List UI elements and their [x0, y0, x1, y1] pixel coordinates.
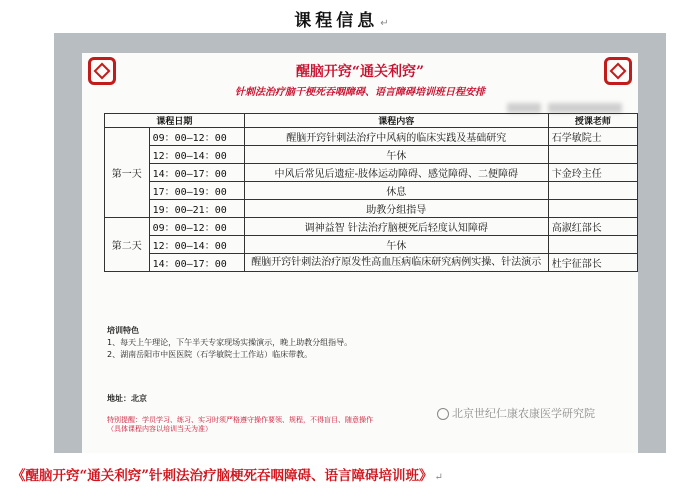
poster-paper	[82, 53, 638, 453]
teacher-cell	[548, 200, 637, 218]
special-reminder	[107, 416, 407, 434]
day-label: 第二天	[105, 218, 150, 272]
paragraph-mark: ↵	[434, 472, 443, 483]
address: 地址：北京	[107, 394, 147, 403]
content-cell: 午休	[244, 146, 548, 164]
content-cell: 醒脑开窍针刺法治疗原发性高血压病临床研究病例实操、针法演示	[244, 254, 548, 272]
header-date: 课程日期	[105, 114, 245, 128]
page-title: 课程信息 ↵	[294, 11, 393, 31]
reminder-line: （具体课程内容以培训当天为准）	[107, 425, 212, 433]
table-row	[105, 200, 638, 218]
feature-item: 2、湖南岳阳市中医医院（石学敏院士工作站）临床带教。	[107, 350, 313, 359]
table-row	[105, 128, 638, 146]
teacher-cell	[548, 236, 637, 254]
table-row	[105, 182, 638, 200]
time-cell: 09：00—12：00	[149, 218, 244, 236]
training-features	[107, 325, 352, 361]
time-cell: 09：00—12：00	[149, 128, 244, 146]
content-cell: 午休	[244, 236, 548, 254]
blurred-text	[548, 103, 622, 113]
time-cell: 12：00—14：00	[149, 236, 244, 254]
header-teacher: 授课老师	[548, 114, 637, 128]
course-caption: 《醒脑开窍“通关利窍”针刺法治疗脑梗死吞咽障碍、语言障碍培训班》 ↵	[12, 468, 443, 484]
time-cell: 14：00—17：00	[149, 254, 244, 272]
header-content: 课程内容	[244, 114, 548, 128]
teacher-cell: 石学敏院士	[548, 128, 637, 146]
teacher-cell: 杜宇征部长	[548, 254, 637, 272]
day-label: 第一天	[105, 128, 150, 218]
poster-image	[54, 33, 666, 453]
blurred-text	[507, 103, 541, 113]
time-cell: 14：00—17：00	[149, 164, 244, 182]
time-cell: 19：00—21：00	[149, 200, 244, 218]
content-cell: 醒脑开窍针刺法治疗中风病的临床实践及基础研究	[244, 128, 548, 146]
schedule-table	[104, 113, 638, 272]
teacher-cell: 卞金玲主任	[548, 164, 637, 182]
poster-subtitle: 针刺法治疗脑干梗死吞咽障碍、语言障碍培训班日程安排	[235, 87, 485, 98]
table-row	[105, 254, 638, 272]
table-row	[105, 164, 638, 182]
table-row	[105, 218, 638, 236]
table-header-row	[105, 114, 638, 128]
content-cell: 休息	[244, 182, 548, 200]
feature-item: 1、每天上午理论，下午半天专家现场实操演示，晚上助教分组指导。	[107, 338, 353, 347]
wechat-icon	[437, 408, 449, 420]
table-row	[105, 236, 638, 254]
content-cell: 调神益智 针法治疗脑梗死后轻度认知障碍	[244, 218, 548, 236]
teacher-cell	[548, 182, 637, 200]
table-row	[105, 146, 638, 164]
teacher-cell: 高淑红部长	[548, 218, 637, 236]
watermark	[437, 405, 595, 421]
teacher-cell	[548, 146, 637, 164]
time-cell: 17：00—19：00	[149, 182, 244, 200]
paragraph-mark: ↵	[380, 18, 393, 29]
content-cell: 助教分组指导	[244, 200, 548, 218]
watermark-text: 北京世纪仁康农康医学研究院	[452, 407, 595, 420]
reminder-line: 特别提醒：学员学习、练习、实习时须严格遵守操作要领、规程，不得盲目、随意操作	[107, 416, 373, 424]
poster-title: 醒脑开窍“通关利窍”	[295, 64, 425, 80]
time-cell: 12：00—14：00	[149, 146, 244, 164]
features-heading: 培训特色	[107, 326, 139, 335]
content-cell: 中风后常见后遗症-肢体运动障碍、感觉障碍、二便障碍	[244, 164, 548, 182]
